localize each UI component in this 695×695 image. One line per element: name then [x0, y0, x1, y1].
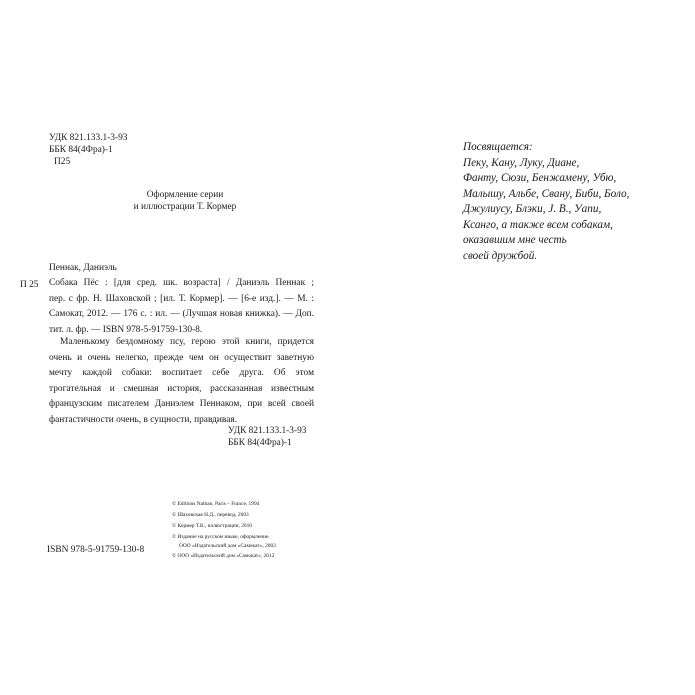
copyright-line: © Кормер Т.К., иллюстрации, 2010	[172, 523, 252, 529]
dedication-line: Малышу, Альбе, Свану, Биби, Боло,	[463, 187, 630, 200]
isbn: ISBN 978-5-91759-130-8	[47, 545, 145, 555]
bbk-code: ББК 84(4Фра)-1	[49, 145, 113, 155]
dedication-line: Пеку, Кану, Луку, Диане,	[463, 156, 580, 169]
annotation-line: Маленькому бездомному псу, герою этой книги, придется	[60, 337, 314, 347]
catalog-description	[49, 276, 314, 338]
dedication-line: Фанту, Сюзи, Бенжамену, Убю,	[463, 172, 617, 184]
annotation-line: очень и очень нелегко, прежде чем он осуществит заветную	[49, 352, 314, 363]
dedication-line: Джулиусу, Блэки, J. B., Уапи,	[463, 203, 602, 215]
annotation-line: трогательная и смешная история, рассказанная известным	[49, 383, 314, 394]
dedication-line: своей дружбой.	[463, 249, 538, 262]
catalog-line: Самокат, 2012. — 176 с. : ил. — (Лучшая новая книжка). — Доп.	[49, 309, 314, 320]
udk-code-bottom: УДК 821.133.1-3-93	[228, 426, 307, 436]
series-design-line: Оформление серии	[146, 190, 224, 200]
series-design-line: и иллюстрации Т. Кормер	[133, 202, 237, 212]
catalog-line: тит. л. фр. — ISBN 978-5-91759-130-8.	[49, 324, 203, 335]
copyright-line: © ООО «Издательский дом «Самокат», 2012	[172, 553, 275, 559]
dedication-line: Ксанго, а также всем собакам,	[463, 218, 613, 231]
annotation-line: фантастичности очень, в сущности, правдивая.	[49, 414, 238, 425]
annotation-line: французским писателем Даниэлем Пеннаком, при всей своей	[49, 399, 314, 410]
annotation	[49, 335, 314, 429]
catalog-line: пер. с фр. Н. Шаховской ; [ил. Т. Кормер]. — [6-е изд.]. — М. :	[49, 293, 314, 304]
dedication	[463, 140, 629, 264]
dedication-title: Посвящается:	[463, 141, 533, 153]
copyright-line: © Шаховская Н.Д., перевод, 2003	[172, 512, 249, 518]
copyright-line: ООО «Издательский дом «Самокат», 2003	[179, 543, 276, 549]
series-design-credit	[100, 189, 270, 213]
author-heading: Пеннак, Даниэль	[49, 263, 117, 273]
dedication-line: оказавшим мне честь	[463, 234, 567, 246]
copyright-line: © Editions Nathan, Paris – France, 1994	[172, 501, 260, 507]
copyright-notices	[172, 501, 342, 560]
catalog-line: Собака Пёс : [для сред. шк. возраста] / Даниэль Пеннак ;	[49, 278, 314, 288]
catalog-codes-top	[49, 132, 128, 168]
bbk-code-bottom: ББК 84(4Фра)-1	[228, 438, 292, 448]
author-mark-side: П 25	[20, 280, 39, 290]
author-mark: П25	[54, 157, 71, 167]
copyright-line: © Издание на русском языке, оформление.	[172, 534, 270, 540]
catalog-codes-bottom	[228, 425, 307, 449]
udk-code: УДК 821.133.1-3-93	[49, 133, 128, 143]
annotation-line: мечту каждой собаки: воспитает себе друга. Об этом	[49, 368, 314, 379]
